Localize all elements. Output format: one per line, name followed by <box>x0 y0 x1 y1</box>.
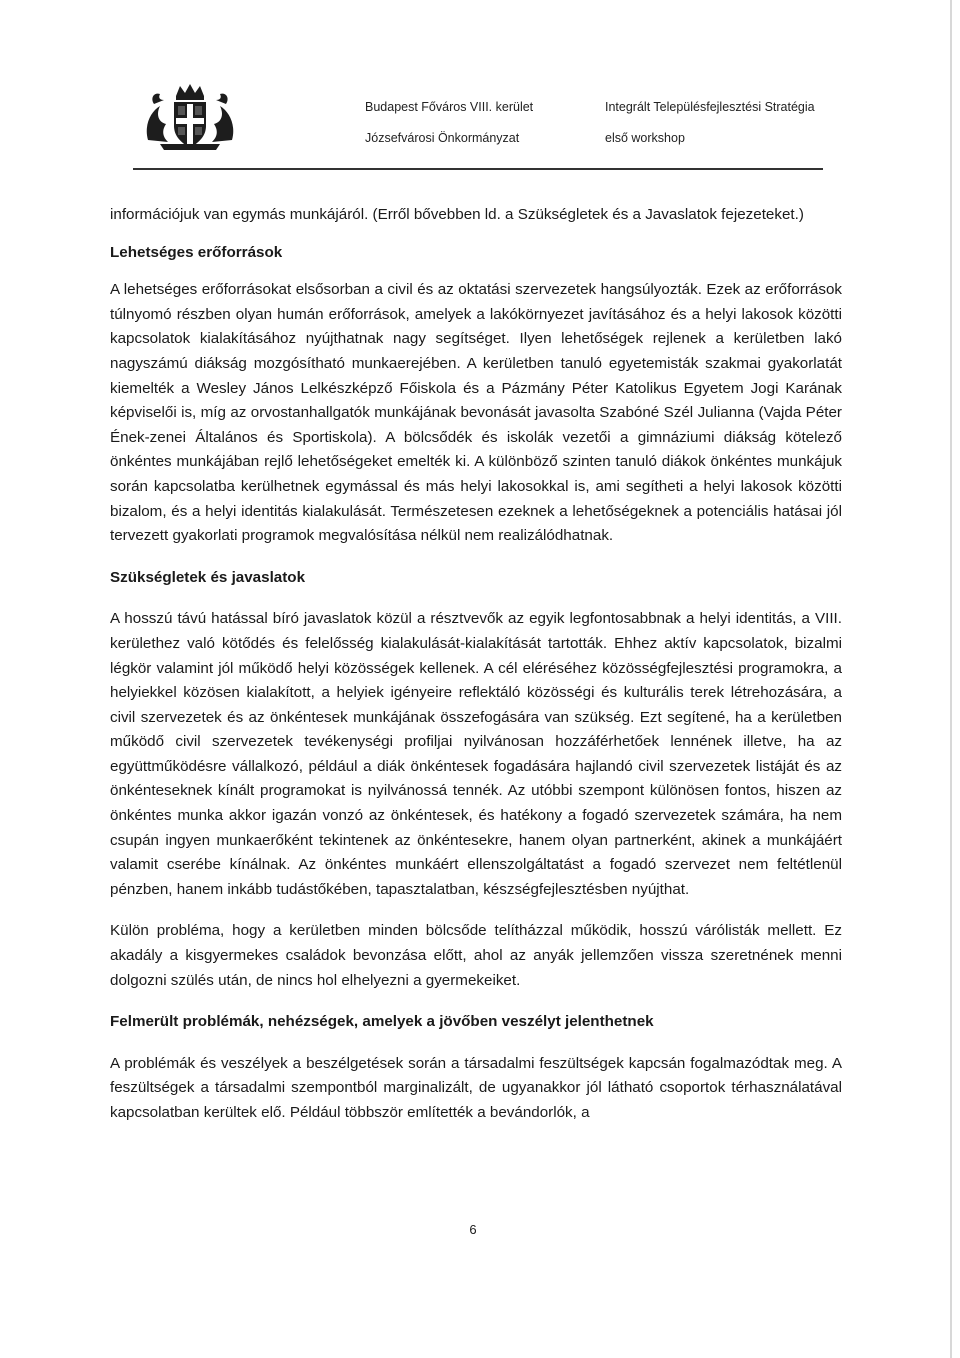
header-document-title: Integrált Településfejlesztési Stratégia <box>605 100 815 114</box>
paragraph-nursery-problem: Külön probléma, hogy a kerületben minden bölcsőde telítházzal működik, hosszú várólisták mellett. Ez akadály a kisgyermekes családok bevonzása előtt, ahol az anyák jellemzően vissza szeretnének menni dolgozni szülés után, de nincs hol elhelyezni a gyermekeiket. <box>110 922 842 989</box>
header-municipality: Budapest Főváros VIII. kerület <box>365 100 534 114</box>
paragraph-resources: A lehetséges erőforrásokat elsősorban a civil és az oktatási szervezetek hangsúlyozták. Ezek az erőforrások túlnyomó részben olyan humán erőforrások, amelyek a lakókörnyezet javításához és a helyi lakosok közötti kapcsolatok kialakításához nyújthatnak nagy segítséget. Ilyen lehetőségek rejlenek a kerületben lakó nagyszámú diákság mozgósítható munkaerejében. A kerületben tanuló egyetemisták szakmai gyakorlatát kiemelték a Wesley János Lelkészképző Főiskola és a Pázmány Péter Katolikus Egyetem Jogi Karának képviselői is, míg az orvostanhallgatók munkájának bevonását javasolta Szabóné Szél Julianna (Vajda Péter Ének-zenei Általános és Sportiskola). A bölcsődék és iskolák vezetői a gimnáziumi diákság kötelező önkéntes munkájában rejlő lehetőségeket emelték ki. A különböző szinten tanuló diákok önkéntes munkájuk során kapcsolatba kerülhetnek egymással és más helyi lakosokkal is, ami segítheti a helyi lakosok közötti bizalom, és a helyi identitás kialakulását. Természetesen ezeknek a lehetőségeknek a potenciális hatásai jól tervezett gyakorlati programok megvalósítása nélkül nem realizálódhatnak. <box>110 281 842 545</box>
header-workshop: első workshop <box>605 131 685 145</box>
heading-needs-proposals: Szükségletek és javaslatok <box>110 568 306 586</box>
header-district-government: Józsefvárosi Önkormányzat <box>365 131 520 145</box>
document-body <box>110 203 842 1126</box>
heading-resources: Lehetséges erőforrások <box>110 243 283 261</box>
paragraph-intro: információjuk van egymás munkájáról. (Erről bővebben ld. a Szükségletek és a Javaslatok fejezeteket.) <box>110 206 804 223</box>
paragraph-problems-risks: A problémák és veszélyek a beszélgetések során a társadalmi feszültségek kapcsán fogalmazódtak meg. A feszültségek a társadalmi szempontból marginalizált, de ugyanakkor jól látható csoportok térhasználatával kapcsolatban kerültek elő. Például többször említették a bevándorlók, a <box>110 1054 842 1121</box>
heading-problems-risks: Felmerült problémák, nehézségek, amelyek a jövőben veszélyt jelenthetnek <box>110 1013 654 1031</box>
coat-of-arms-logo <box>140 82 240 152</box>
scan-edge <box>950 0 952 1358</box>
header-divider <box>133 168 823 170</box>
paragraph-needs-proposals: A hosszú távú hatással bíró javaslatok közül a résztvevők az egyik legfontosabbnak a helyi identitás, a VIII. kerülethez való kötődés és felelősség kialakulását-kialakítását tartották. Ehhez aktív kapcsolatok, bizalmi légkör valamint jól működő helyi közösségek kellenek. A cél eléréséhez közösségfejlesztési programokra, a helyiekkel közösen kialakított, a helyiek igényeire reflektáló közösségi és kulturális terek létrehozására, a civil szervezetek és az önkéntesek munkájának összefogására van szükség. Ezt segítené, ha a kerületben működő civil szervezetek tevékenységi profiljai nyilvánosan hozzáférhetőek lennének illetve, ha az együttműködésre vállalkozó, például a diák önkéntesek fogadására hajlandó civil szervezetek listáját és az önkénteseknek kínált programokat is nyilvánossá tennék. Az utóbbi szempont különösen fontos, hiszen az önkéntes munka akkor igazán vonzó az önkéntesek, és hatékony a fogadó szervezetek számára, ha nem csupán ingyen munkaerőként tekintenek az önkéntesekre, hanem olyan partnerként, akinek a munkájáért valamit cserébe kínálnak. Az önkéntes munkáért ellenszolgáltatást a fogadó szervezet nem feltétlenül pénzben, hanem inkább tudástőkében, tapasztalatban, készségfejlesztésben nyújthat. <box>110 610 842 898</box>
page-number: 6 <box>469 1222 477 1237</box>
